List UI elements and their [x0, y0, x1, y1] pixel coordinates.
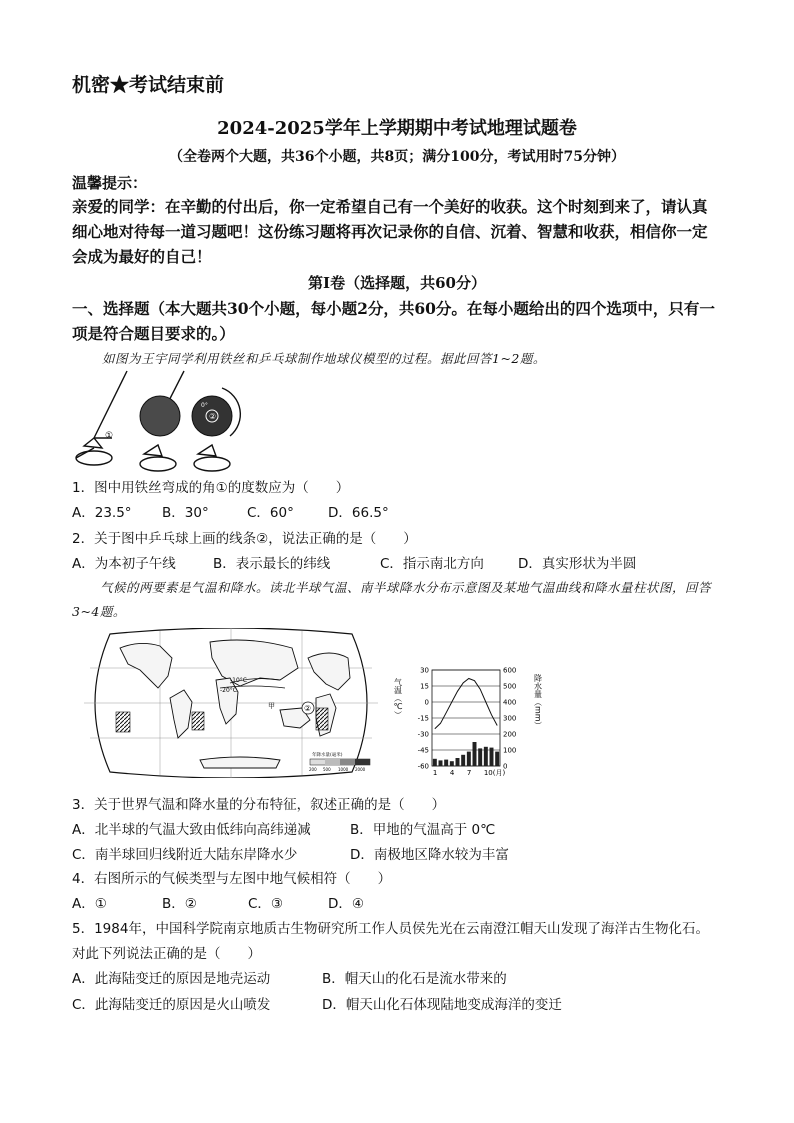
group2-lead: 气候的两要素是气温和降水。读北半球气温、南半球降水分布示意图及某地气温曲线和降水量柱状图，回答3~4题。 [72, 580, 712, 619]
precipitation-bar [478, 748, 482, 766]
part1-title: 第Ⅰ卷（选择题，共60分） [308, 274, 486, 292]
map-legend-title: 年降水量(毫米) [312, 753, 343, 758]
map-legend-500: 500 [323, 767, 331, 772]
map-label-2: ② [304, 704, 312, 713]
exam-title: 2024-2025学年上学期期中考试地理试题卷 [217, 118, 577, 139]
precipitation-bar [473, 742, 477, 766]
temp-tick-label: -15 [417, 714, 429, 723]
precipitation-bar [450, 761, 454, 766]
precipitation-bar [433, 759, 437, 766]
precipitation-bar [444, 760, 448, 766]
q2-stem: 2．关于图中乒乓球上画的线条②，说法正确的是（ ） [72, 531, 417, 547]
precipitation-bar [456, 758, 460, 766]
climate-chart [392, 662, 552, 784]
q4-stem: 4．右图所示的气候类型与左图中地气候相符（ ） [72, 871, 392, 887]
temp-tick-label: 0 [424, 698, 429, 707]
precipitation-axis-title [534, 673, 543, 730]
fig-label-2: ② [209, 412, 217, 421]
globe-model-figure [72, 368, 262, 474]
precip-tick-label: 300 [503, 714, 517, 723]
map-label-jia: 甲 [268, 702, 275, 710]
q1-option-d[interactable]: D．66.5° [328, 505, 389, 521]
q2-option-d[interactable]: D．真实形状为半圆 [518, 556, 637, 572]
group1-lead: 如图为王宇同学利用铁丝和乒乓球制作地球仪模型的过程。据此回答1~2题。 [102, 351, 546, 366]
q1-stem: 1．图中用铁丝弯成的角①的度数应为（ ） [72, 480, 350, 496]
precipitation-bar [490, 748, 494, 766]
map-legend-1000: 1000 [338, 767, 349, 772]
map-legend-2000: 2000 [355, 767, 366, 772]
precip-axis-title: 降水量（mm） [533, 674, 543, 730]
map-legend-200: 200 [309, 767, 317, 772]
q2-option-a[interactable]: A．为本初子午线 [72, 556, 176, 572]
precipitation-bar [484, 747, 488, 766]
precip-tick-label: 0 [503, 762, 508, 771]
temp-tick-label: 15 [420, 682, 429, 691]
tip-text: 亲爱的同学：在辛勤的付出后，你一定希望自己有一个美好的收获。这个时刻到来了，请认真细心地对待每一道习题吧！这份练习题将再次记录你的自信、沉着、智慧和收获，相信你一定会成为最好的自己！ [72, 197, 708, 266]
section-instruction: 一、选择题（本大题共30个小题，每小题2分，共60分。在每小题给出的四个选项中，只有一项是符合题目要求的。） [72, 299, 715, 343]
q4-option-b[interactable]: B．② [162, 896, 197, 912]
month-tick-label: 4 [449, 769, 455, 777]
fig-label-1: ① [105, 431, 114, 441]
precip-tick-label: 100 [503, 746, 517, 755]
q3-option-a[interactable]: A．北半球的气温大致由低纬向高纬递减 [72, 822, 311, 838]
q1-option-c[interactable]: C．60° [247, 505, 294, 521]
month-tick-label: 10(月) [483, 769, 506, 777]
q3-option-c[interactable]: C．南半球回归线附近大陆东岸降水少 [72, 847, 298, 863]
precipitation-bar [439, 760, 443, 766]
temp-tick-label: -60 [417, 762, 429, 771]
map-label-minus20: -20°C [220, 687, 237, 694]
precip-tick-label: 400 [503, 698, 517, 707]
q1-option-b[interactable]: B．30° [162, 505, 209, 521]
temp-tick-label: 30 [420, 666, 429, 675]
q5-option-b[interactable]: B．帽天山的化石是流水带来的 [322, 971, 507, 987]
q3-stem: 3．关于世界气温和降水量的分布特征，叙述正确的是（ ） [72, 797, 446, 813]
q5-stem: 5．1984年，中国科学院南京地质古生物研究所工作人员侯先光在云南澄江帽天山发现了海洋古生物化石。对此下列说法正确的是（ ） [72, 921, 709, 962]
precip-tick-label: 600 [503, 666, 517, 675]
month-tick-label: 7 [466, 769, 472, 777]
q1-option-a[interactable]: A．23.5° [72, 505, 132, 521]
q3-option-b[interactable]: B．甲地的气温高于 0℃ [350, 822, 496, 838]
exam-subtitle: （全卷两个大题，共36个小题，共8页；满分100分，考试用时75分钟） [169, 149, 625, 165]
q5-option-c[interactable]: C．此海陆变迁的原因是火山喷发 [72, 997, 271, 1013]
temp-axis-title: 气温（℃） [393, 678, 403, 719]
precipitation-bar [495, 752, 499, 766]
q2-option-b[interactable]: B．表示最长的纬线 [213, 556, 331, 572]
q4-option-a[interactable]: A．① [72, 896, 107, 912]
map-label-minus10: -10°C [230, 677, 247, 684]
temperature-axis-title [393, 677, 403, 719]
precip-tick-label: 500 [503, 682, 517, 691]
q5-option-d[interactable]: D．帽天山化石体现陆地变成海洋的变迁 [322, 997, 562, 1013]
q4-option-c[interactable]: C．③ [248, 896, 284, 912]
q4-option-d[interactable]: D．④ [328, 896, 364, 912]
precipitation-bar [461, 755, 465, 766]
month-tick-label: 1 [432, 769, 438, 777]
temp-tick-label: -30 [417, 730, 429, 739]
precipitation-bar [467, 752, 471, 766]
q2-option-c[interactable]: C．指示南北方向 [380, 556, 484, 572]
fig-label-0deg: 0° [201, 402, 208, 409]
confidential-mark: 机密★考试结束前 [72, 74, 225, 96]
precip-tick-label: 200 [503, 730, 517, 739]
tip-label: 温馨提示： [72, 174, 148, 192]
world-map-figure [80, 628, 382, 778]
temp-tick-label: -45 [417, 746, 429, 755]
q5-option-a[interactable]: A．此海陆变迁的原因是地壳运动 [72, 971, 271, 987]
q3-option-d[interactable]: D．南极地区降水较为丰富 [350, 847, 509, 863]
